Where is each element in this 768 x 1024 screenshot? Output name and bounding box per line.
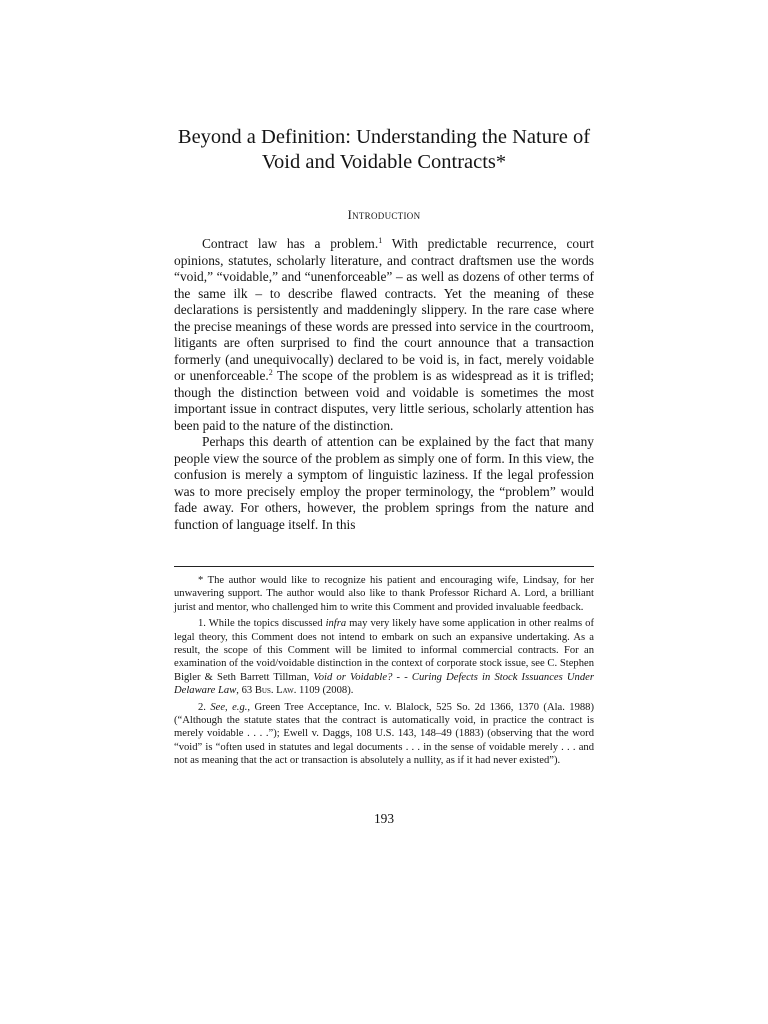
article-title-line-2: Void and Voidable Contracts* bbox=[261, 151, 507, 173]
article-title-line-1: Beyond a Definition: Understanding the Nature of bbox=[177, 126, 591, 148]
body-paragraph-1 bbox=[174, 236, 594, 434]
section-heading: Introduction bbox=[347, 208, 421, 222]
footnote-1-text-d: 1109 (2008). bbox=[296, 685, 354, 697]
footnote-2-text-a: 2. bbox=[198, 701, 211, 713]
body-p1-text-a: Contract law has a problem. bbox=[202, 236, 379, 251]
body-p1-text-b: With predictable recurrence, court opinions, statutes, scholarly literature, and contract draftsmen use the words “void,” “voidable,” and “unenforceable” – as well as dozens of other terms of the same ilk – to describe flawed contracts. Yet the meaning of these declarations is persistently and maddeningly slippery. In the rare case where the precise meanings of these words are pressed into service in the courtroom, litigants are often surprised to find the court announce that a transaction formerly (and unequivocally) declared to be void is, in fact, merely voidable or unenforceable. bbox=[174, 236, 594, 383]
document-page bbox=[174, 0, 594, 1024]
footnotes bbox=[174, 574, 594, 771]
body-text bbox=[174, 236, 594, 533]
footnote-1-text-c: , 63 bbox=[236, 685, 255, 697]
footnote-divider bbox=[174, 566, 594, 567]
footnote-1-journal: Bus. Law. bbox=[254, 685, 297, 697]
footnote-ref-1: 1 bbox=[378, 236, 383, 245]
footnote-1-text-a: 1. While the topics discussed bbox=[198, 618, 326, 630]
footnote-star: * The author would like to recognize his patient and encouraging wife, Lindsay, for her unwavering support. The author would also like to thank Professor Richard A. Lord, a brilliant jurist and mentor, who challenged him to write this Comment and provided invaluable feedback. bbox=[174, 575, 594, 613]
page-number: 193 bbox=[373, 811, 395, 826]
footnote-ref-2: 2 bbox=[268, 368, 273, 377]
footnote-1-text-b: may very likely have some application in other realms of legal theory, this Comment does not intend to embark on such an expansive undertaking. As a result, the scope of this Comment will be limited to informal commercial contracts. For an examination of the void/voidable distinction in the context of corporate stock issue, see C. Stephen Bigler & Seth Barrett Tillman, bbox=[174, 618, 594, 683]
footnote-1-infra: infra bbox=[325, 618, 347, 630]
footnote-1-cited-title: Void or Voidable? - - Curing Defects in Stock Issuances Under Delaware Law bbox=[174, 671, 594, 697]
body-paragraph-2: Perhaps this dearth of attention can be explained by the fact that many people view the source of the problem as simply one of form. In this view, the confusion is merely a symptom of linguistic laziness. If the legal profession was to more precisely employ the proper terminology, the “problem” would fade away. For others, however, the problem springs from the nature and function of language itself. In this bbox=[174, 434, 594, 532]
article-title bbox=[164, 125, 604, 175]
footnote-2-text-b: , Green Tree Acceptance, Inc. v. Blalock, 525 So. 2d 1366, 1370 (Ala. 1988) (“Although the statute states that the contract is automatically void, in practice the contract is merely voidable . . . .”); Ewell v. Daggs, 108 U.S. 143, 148–49 (1883) (observing that the word “void” is “often used in statutes and legal documents . . . in the sense of voidable merely . . . and not as meaning that the act or transaction is absolutely a nullity, as if it had never existed”). bbox=[174, 701, 595, 767]
footnote-2 bbox=[174, 701, 594, 768]
body-p1-text-c: The scope of the problem is as widespread as it is trifled; though the distinction between void and voidable is sometimes the most important issue in contract disputes, very little serious, scholarly attention has been paid to the nature of the distinction. bbox=[174, 368, 595, 433]
footnote-2-signal: See, e.g. bbox=[210, 701, 248, 713]
footnote-1 bbox=[174, 617, 594, 697]
